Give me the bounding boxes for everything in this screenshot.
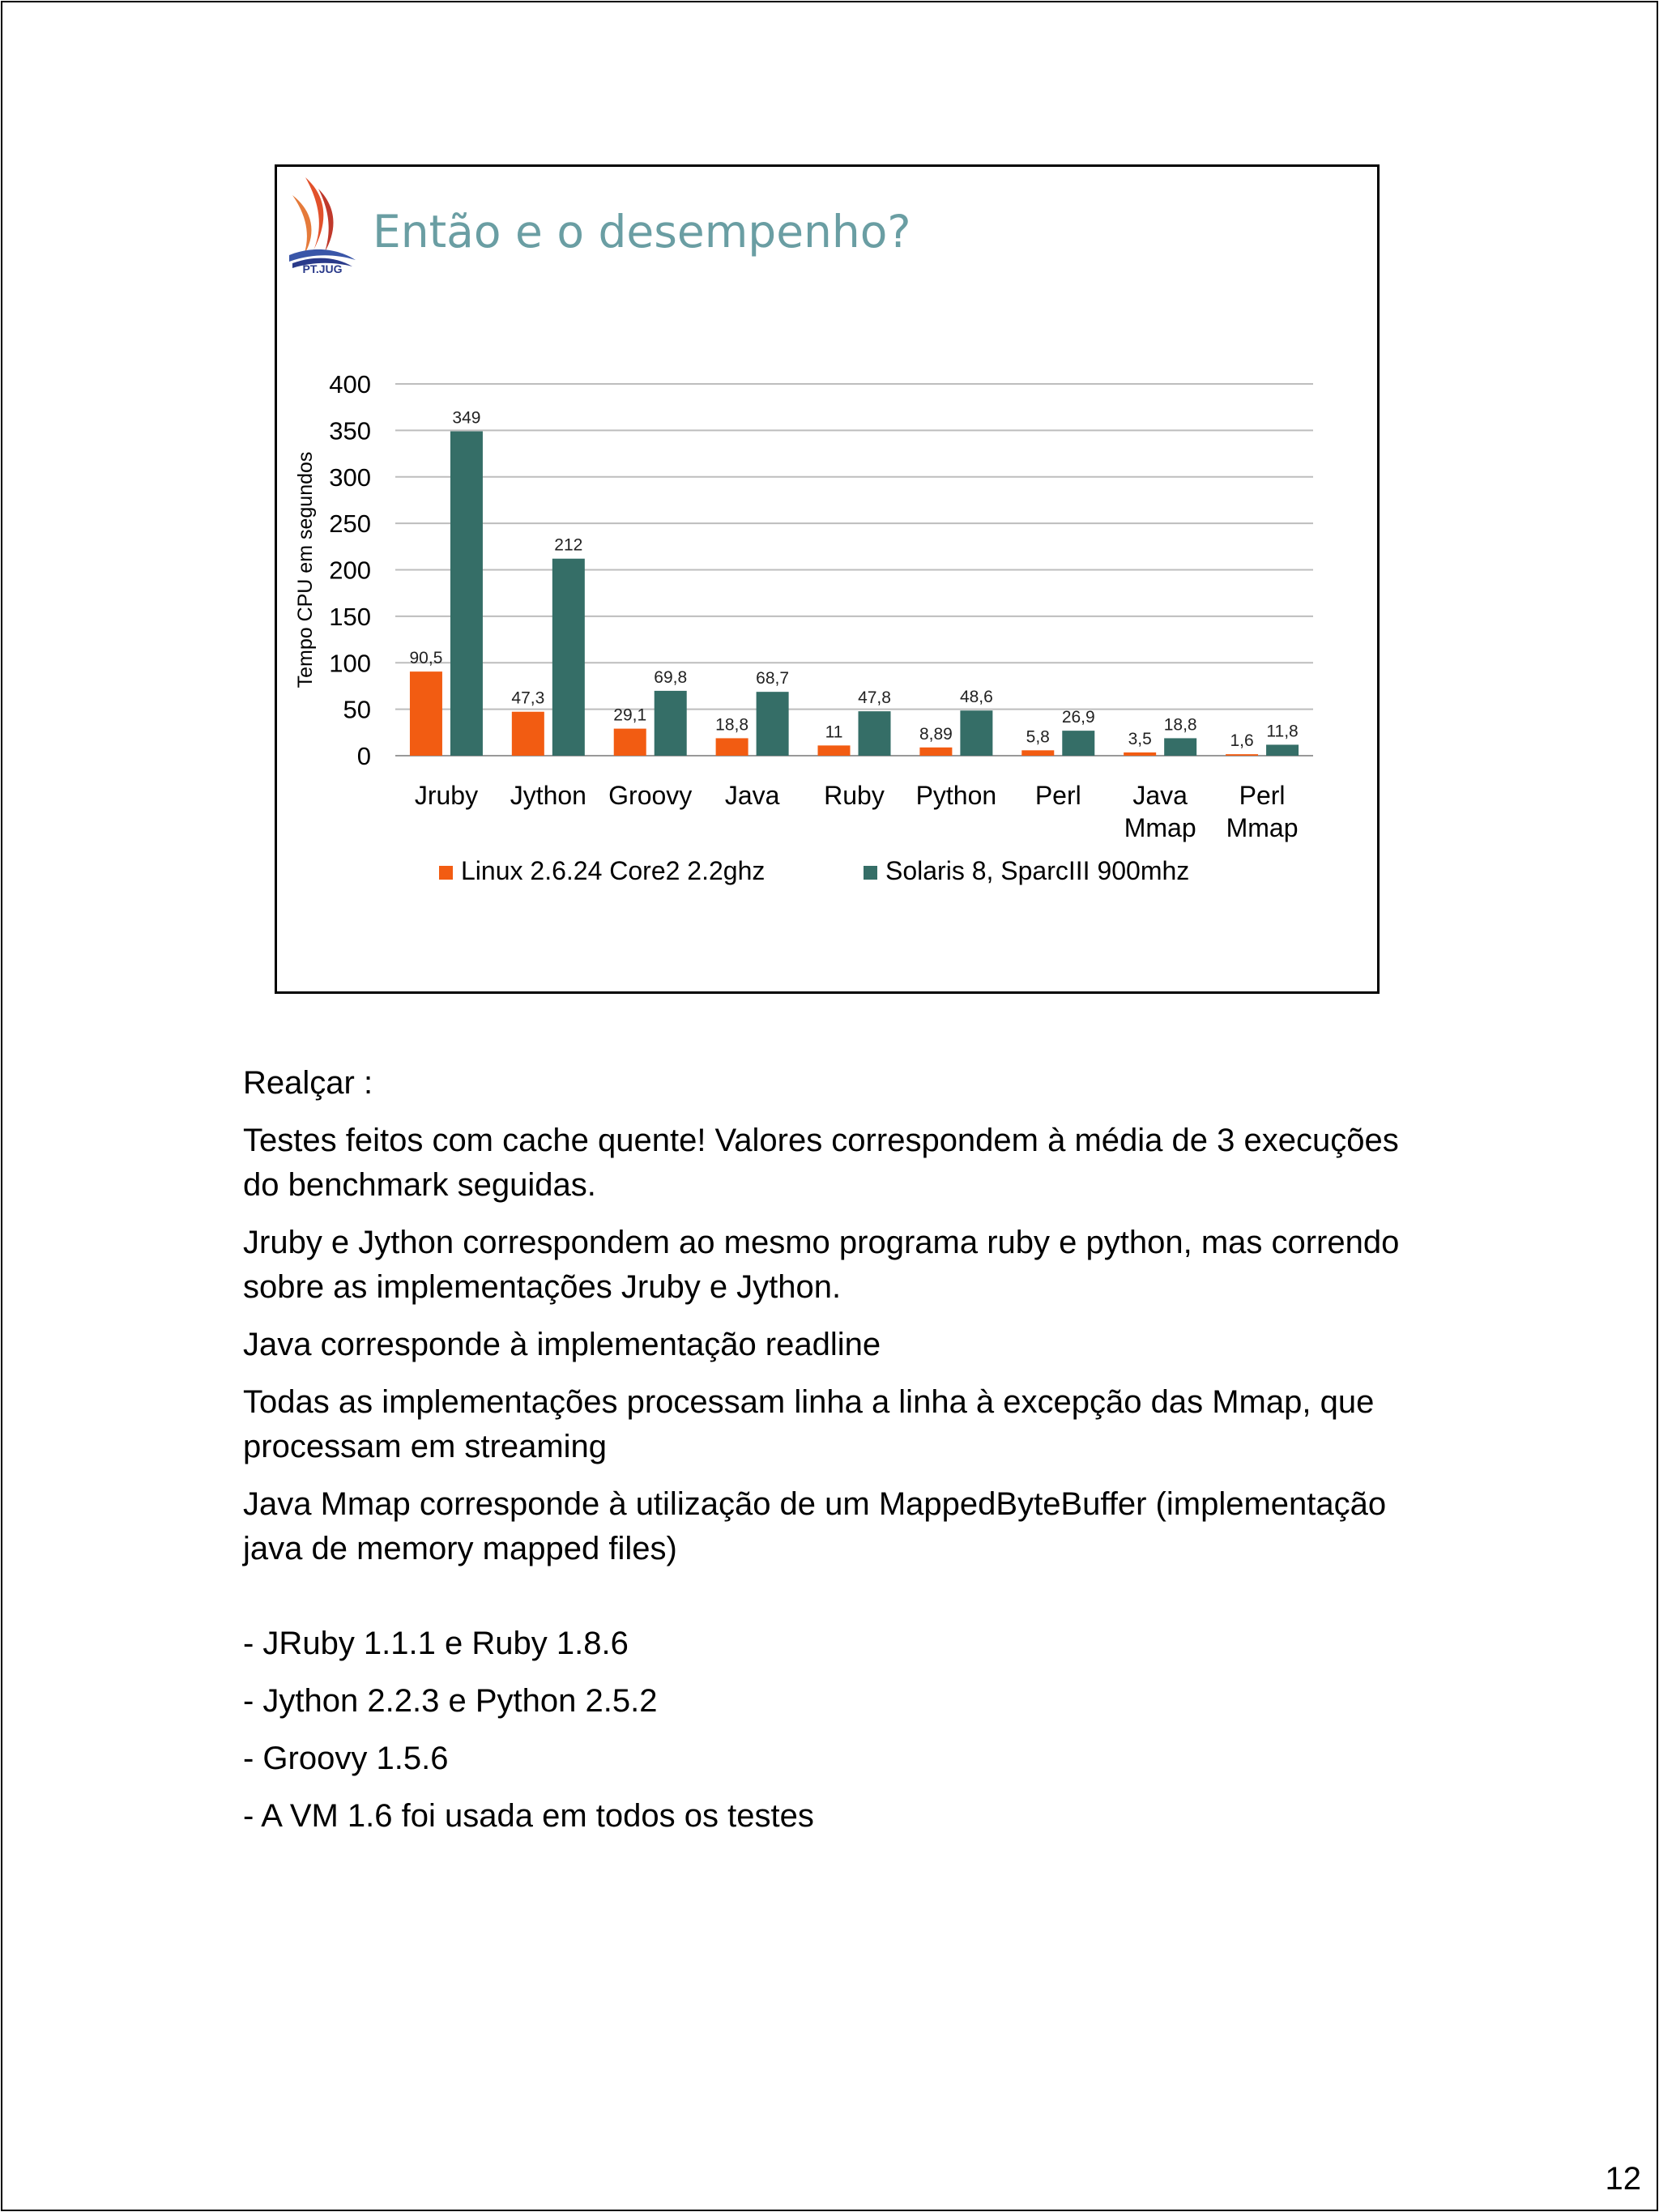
data-label: 69,8: [654, 667, 688, 687]
x-tick-label: Groovy: [608, 781, 693, 810]
y-tick-label: 400: [329, 370, 371, 399]
data-label: 5,8: [1026, 727, 1050, 747]
speaker-notes: [243, 1061, 1442, 1852]
x-tick-label: Ruby: [824, 781, 885, 810]
bar: [1164, 738, 1196, 756]
bar: [450, 432, 483, 756]
legend-swatch: [864, 866, 877, 880]
x-tick-label: Jruby: [414, 781, 479, 810]
bar: [1266, 744, 1299, 756]
bar: [716, 738, 748, 756]
y-tick-label: 350: [329, 416, 371, 445]
version-item: - A VM 1.6 foi usada em todos os testes: [243, 1798, 814, 1834]
notes-paragraph: Java corresponde à implementação readline: [243, 1327, 881, 1362]
x-tick-label: Perl: [1034, 781, 1081, 810]
y-tick-label: 200: [329, 556, 371, 585]
data-label: 90,5: [409, 649, 443, 668]
bar: [410, 671, 442, 756]
notes-heading: Realçar :: [243, 1065, 373, 1101]
logo-text: PT.JUG: [302, 262, 343, 275]
data-label: 26,9: [1061, 708, 1095, 727]
y-tick-label: 150: [329, 602, 371, 631]
bar: [1124, 752, 1156, 756]
page-number: 12: [1605, 2161, 1641, 2197]
data-label: 68,7: [756, 669, 790, 688]
data-label: 47,8: [858, 688, 891, 708]
version-item: - Jython 2.2.3 e Python 2.5.2: [243, 1683, 658, 1719]
bar: [512, 712, 544, 756]
bar: [818, 745, 851, 756]
bar-chart: [294, 353, 1363, 920]
data-label: 349: [452, 408, 481, 428]
bar: [655, 691, 687, 756]
x-tick-label: Python: [915, 781, 997, 810]
bar: [1226, 754, 1258, 756]
data-label: 11: [825, 722, 843, 742]
data-label: 3,5: [1128, 729, 1152, 748]
bar: [552, 559, 585, 756]
data-label: 29,1: [613, 705, 647, 725]
bar: [757, 692, 789, 756]
slide-thumbnail: [275, 164, 1380, 994]
y-tick-label: 50: [343, 695, 371, 724]
data-label: 47,3: [511, 688, 545, 708]
data-label: 8,89: [919, 724, 953, 744]
y-tick-label: 250: [329, 509, 371, 539]
y-tick-label: 0: [356, 742, 371, 770]
bar: [614, 729, 646, 756]
data-label: 11,8: [1266, 722, 1299, 741]
legend-swatch: [439, 866, 453, 880]
x-tick-label: Jython: [510, 781, 586, 810]
version-item: - JRuby 1.1.1 e Ruby 1.8.6: [243, 1626, 629, 1661]
bar: [1062, 731, 1094, 756]
notes-paragraph: Jruby e Jython correspondem ao mesmo programa ruby e python, mas correndo sobre as implementações Jruby e Jython.: [243, 1225, 1400, 1305]
slide-title: Então e o desempenho?: [373, 206, 911, 258]
bar: [1021, 750, 1054, 756]
bar: [859, 711, 891, 756]
legend-label: Solaris 8, SparcIII 900mhz: [885, 856, 1190, 885]
data-label: 18,8: [715, 715, 749, 735]
legend-label: Linux 2.6.24 Core2 2.2ghz: [461, 856, 766, 885]
notes-paragraph: Todas as implementações processam linha a linha à excepção das Mmap, que processam em streaming: [243, 1384, 1375, 1464]
version-item: - Groovy 1.5.6: [243, 1741, 449, 1776]
x-tick-label: Java: [1132, 781, 1188, 810]
data-label: 212: [554, 535, 583, 555]
x-tick-label: Mmap: [1226, 813, 1299, 842]
ptjug-logo: [281, 171, 362, 283]
y-axis-title: Tempo CPU em segundos: [294, 451, 317, 688]
x-tick-label: Perl: [1239, 781, 1286, 810]
bar: [960, 710, 992, 756]
x-tick-label: Java: [724, 781, 780, 810]
data-label: 1,6: [1230, 731, 1254, 751]
y-tick-label: 100: [329, 649, 371, 678]
data-label: 48,6: [959, 688, 993, 707]
notes-paragraph: Testes feitos com cache quente! Valores correspondem à média de 3 execuções do benchmark seguidas.: [243, 1123, 1399, 1203]
y-tick-label: 300: [329, 462, 371, 492]
x-tick-label: Mmap: [1124, 813, 1196, 842]
bar: [919, 748, 952, 756]
notes-paragraph: Java Mmap corresponde à utilização de um MappedByteBuffer (implementação java de memory mapped files): [243, 1486, 1387, 1566]
data-label: 18,8: [1163, 715, 1197, 735]
